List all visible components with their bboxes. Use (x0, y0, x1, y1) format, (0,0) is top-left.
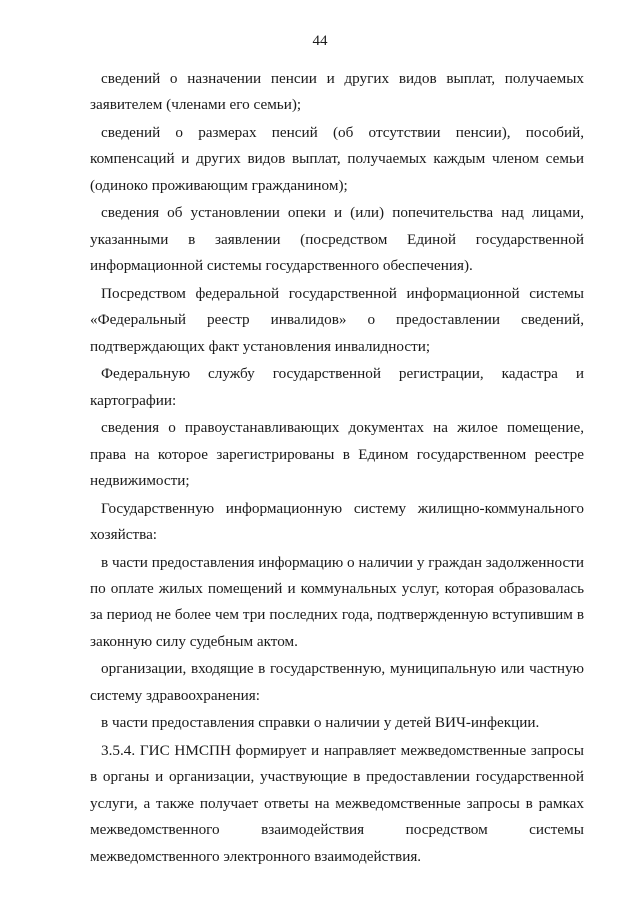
paragraph-registration-service: Федеральную службу государственной регистрации, кадастра и картографии: (90, 365, 584, 409)
page-number: 44 (312, 33, 328, 49)
paragraph-title-documents: сведения о правоустанавливающих документах на жилое помещение, права на которое зарегистрированы в Едином государственном реестре недвижимости; (90, 419, 584, 490)
document-body (90, 66, 584, 870)
paragraph-debt-info: в части предоставления информацию о наличии у граждан задолженности по оплате жилых помещений и коммунальных услуг, которая образовалась за период не более чем три последних года, подтвержденную вступившим в законную силу судебным актом. (90, 553, 584, 650)
paragraph-housing-system: Государственную информационную систему жилищно-коммунального хозяйства: (90, 499, 584, 544)
paragraph-disability-registry: Посредством федеральной государственной информационной системы «Федеральный реестр инвалидов» о предоставлении сведений, подтверждающих факт установления инвалидности; (90, 284, 584, 355)
paragraph-pension-amounts: сведений о размерах пенсий (об отсутствии пенсии), пособий, компенсаций и других видов выплат, получаемых каждым членом семьи (одиноко проживающим гражданином); (90, 124, 584, 194)
paragraph-section-3-5-4: 3.5.4. ГИС НМСПН формирует и направляет межведомственные запросы в органы и организации, участвующие в предоставлении государственной услуги, а также получает ответы на межведомственные запросы в рамках межведомственного взаимодействия посредством системы межведомственного электронного взаимодействия. (90, 742, 584, 865)
paragraph-healthcare-orgs: организации, входящие в государственную, муниципальную или частную систему здравоохранения: (90, 660, 584, 704)
paragraph-guardianship: сведения об установлении опеки и (или) попечительства над лицами, указанными в заявлении (посредством Единой государственной информационной системы государственного обеспечения). (90, 204, 584, 275)
paragraph-pension-info: сведений о назначении пенсии и других видов выплат, получаемых заявителем (членами его семьи); (90, 70, 584, 114)
paragraph-hiv-certificate: в части предоставления справки о наличии у детей ВИЧ-инфекции. (101, 714, 540, 732)
